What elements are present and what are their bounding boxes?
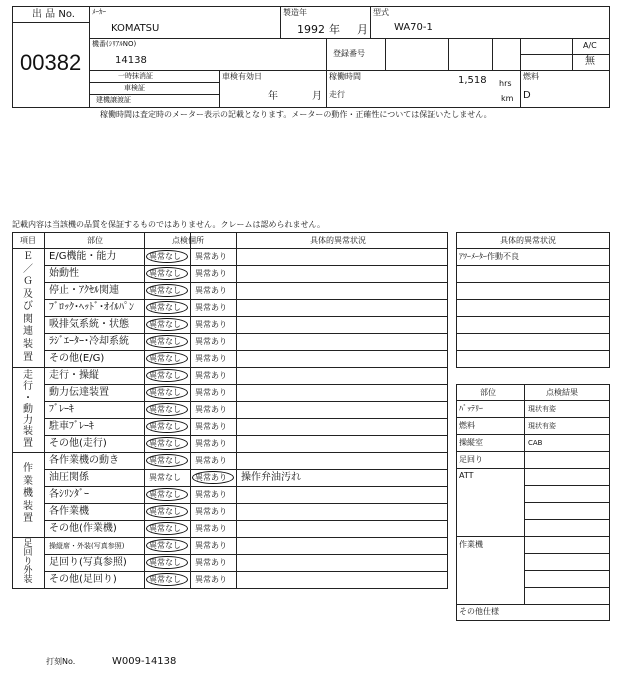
model: WA70-1 <box>394 22 433 33</box>
inspection-year-unit: 年 <box>268 91 278 102</box>
result-ng: 異常あり <box>195 456 227 465</box>
result-circle <box>146 505 188 518</box>
result-ok: 異常なし <box>149 490 181 499</box>
year-value: 1992 <box>297 23 325 36</box>
temp-permit-label: 一時抹消証 <box>118 72 153 80</box>
result-circle <box>146 420 188 433</box>
rb-result: 現状有姿 <box>528 422 556 430</box>
group-label-char: 動 <box>23 403 33 415</box>
result-ok: 異常なし <box>149 252 181 261</box>
group-label-char: 外 <box>23 566 33 576</box>
hours-label: 稼働時間 <box>329 72 361 81</box>
result-ng: 異常あり <box>195 422 227 431</box>
group-label <box>21 540 35 585</box>
inspection-part: その他(足回り) <box>49 574 117 585</box>
result-ok: 異常なし <box>149 524 181 533</box>
inspection-part: 動力伝達装置 <box>49 387 109 398</box>
result-ok: 異常なし <box>149 337 181 346</box>
result-ng: 異常あり <box>195 371 227 380</box>
inspection-part: 各作業機の動き <box>49 455 119 466</box>
inspection-part: 停止・ｱｸｾﾙ関連 <box>49 285 119 296</box>
inspection-part: 操縦席・外装(写真参照) <box>49 542 125 550</box>
result-ok: 異常なし <box>149 269 181 278</box>
result-ng: 異常あり <box>195 252 227 261</box>
rb-result: 現状有姿 <box>528 405 556 413</box>
group-label-char: 装 <box>23 426 33 438</box>
result-circle <box>146 335 188 348</box>
group-label <box>21 463 35 526</box>
year-label: 製造年 <box>283 8 307 17</box>
inspection-month-unit: 月 <box>312 91 322 102</box>
group-label-char: 機 <box>23 488 33 500</box>
other-spec-label: その他仕様 <box>459 607 499 616</box>
result-ok: 異常なし <box>149 303 181 312</box>
result-ok: 異常なし <box>149 371 181 380</box>
result-ok: 異常なし <box>149 422 181 431</box>
right-top-header: 具体的異常状況 <box>500 236 556 245</box>
result-circle <box>146 573 188 586</box>
result-circle <box>146 488 188 501</box>
result-circle <box>146 352 188 365</box>
inspection-part: ﾗｼﾞｴｰﾀｰ･冷却系統 <box>49 336 129 347</box>
right-top-item: ｱﾜｰﾒｰﾀｰ作動不良 <box>459 252 519 261</box>
result-ng: 異常あり <box>195 320 227 329</box>
inspection-part: 油圧関係 <box>49 472 89 483</box>
lot-no: 00382 <box>20 50 82 75</box>
rb-part: 操縦室 <box>459 438 483 447</box>
result-circle <box>146 284 188 297</box>
rb-part: 燃料 <box>459 421 475 430</box>
group-label-char: 置 <box>23 351 33 363</box>
inspection-part: 各ｼﾘﾝﾀﾞｰ <box>49 489 89 500</box>
inspection-part: ﾌﾞﾚｰｷ <box>49 404 74 415</box>
result-ok: 異常なし <box>149 456 181 465</box>
year-unit: 年 <box>329 23 340 36</box>
hours-value: 1,518 <box>458 75 487 86</box>
att-label: ATT <box>459 471 474 480</box>
ac-label: A/C <box>583 41 597 50</box>
serial: 14138 <box>115 55 147 66</box>
result-circle <box>146 318 188 331</box>
result-ok: 異常なし <box>149 388 181 397</box>
result-ng: 異常あり <box>195 269 227 278</box>
result-ok: 異常なし <box>149 507 181 516</box>
month-unit: 月 <box>357 23 368 36</box>
registration-label: 登録番号 <box>333 49 365 58</box>
group-label-char: 力 <box>23 415 33 427</box>
result-circle <box>146 267 188 280</box>
serial-label: 機番(ｼﾘｱﾙNO) <box>92 40 137 48</box>
col-header-part: 部位 <box>87 236 103 245</box>
result-circle <box>146 454 188 467</box>
inspection-part: その他(作業機) <box>49 523 117 534</box>
group-label-char: Ｇ <box>23 276 33 288</box>
vehicle-cert-label: 車検証 <box>124 84 145 92</box>
transfer-cert-label: 建機譲渡証 <box>96 96 131 104</box>
rb-result: CAB <box>528 439 543 447</box>
result-circle <box>146 522 188 535</box>
group-label-char: 置 <box>23 513 33 525</box>
result-circle <box>192 471 234 484</box>
result-ok: 異常なし <box>149 575 181 584</box>
inspection-part: E/G機能・能力 <box>49 251 117 262</box>
result-ok: 異常なし <box>149 473 181 482</box>
inspection-part: ﾌﾞﾛｯｸ･ﾍｯﾄﾞ･ｵｲﾙﾊﾟﾝ <box>49 302 134 313</box>
result-ng: 異常あり <box>195 541 227 550</box>
group-label-char: 足 <box>23 539 33 549</box>
group-label-char: び <box>23 301 33 313</box>
result-ok: 異常なし <box>149 320 181 329</box>
group-label-char: 装 <box>23 575 33 585</box>
result-ng: 異常あり <box>195 303 227 312</box>
result-ok: 異常なし <box>149 558 181 567</box>
inspection-part: 各作業機 <box>49 506 89 517</box>
group-label-char: 回 <box>23 548 33 558</box>
result-ok: 異常なし <box>149 286 181 295</box>
result-circle <box>146 556 188 569</box>
inspection-part: 始動性 <box>49 268 79 279</box>
result-ng: 異常あり <box>195 354 227 363</box>
result-circle <box>146 250 188 263</box>
result-ng: 異常あり <box>195 524 227 533</box>
hours-note: 稼働時間は査定時のメーター表示の記載となります。メーターの動作・正確性については保証いたしません。 <box>100 110 492 119</box>
result-ok: 異常なし <box>149 439 181 448</box>
group-label-char: Ｅ <box>23 251 33 262</box>
inspection-part: 駐車ﾌﾞﾚｰｷ <box>49 421 94 432</box>
group-label-char: り <box>23 557 33 567</box>
result-circle <box>146 437 188 450</box>
group-label-char: 関 <box>23 313 33 325</box>
rb-part: ﾊﾞｯﾃﾘｰ <box>459 404 483 413</box>
group-label <box>21 251 35 364</box>
km-label: 走行 <box>329 90 345 99</box>
result-ok: 異常なし <box>149 541 181 550</box>
group-label <box>21 370 35 449</box>
result-ng: 異常あり <box>195 439 227 448</box>
group-label-char: 業 <box>23 475 33 487</box>
inspection-part: その他(走行) <box>49 438 107 449</box>
stamp-label: 打刻No. <box>46 657 76 666</box>
result-ng: 異常あり <box>195 507 227 516</box>
group-label-char: 連 <box>23 326 33 338</box>
group-label-char: ・ <box>23 392 33 404</box>
rb-header-part: 部位 <box>480 388 496 397</box>
maker: KOMATSU <box>111 23 160 34</box>
group-label-char: 置 <box>23 437 33 449</box>
result-ng: 異常あり <box>195 490 227 499</box>
result-circle <box>146 386 188 399</box>
group-label-char: 走 <box>23 370 33 381</box>
group-label-char: 行 <box>23 381 33 393</box>
fuel-value: D <box>523 90 531 101</box>
col-header-item: 項目 <box>20 236 36 245</box>
group-label-char: 作 <box>23 463 33 474</box>
group-label-char: 装 <box>23 500 33 512</box>
detail-text: 操作弁油汚れ <box>241 472 301 483</box>
result-ng: 異常あり <box>195 388 227 397</box>
result-ng: 異常あり <box>195 405 227 414</box>
ac-value: 無 <box>585 56 595 67</box>
inspection-part: 吸排気系統・状態 <box>49 319 129 330</box>
hours-unit: hrs <box>499 79 512 88</box>
inspection-part: 足回り(写真参照) <box>49 557 127 568</box>
km-unit: km <box>501 94 514 103</box>
stamp-value: W009-14138 <box>112 656 177 667</box>
model-label: 型式 <box>373 8 389 17</box>
inspection-part: その他(E/G) <box>49 353 105 364</box>
group-label-char: 及 <box>23 288 33 300</box>
rb-part: 足回り <box>459 455 483 464</box>
col-header-detail: 具体的異常状況 <box>310 236 366 245</box>
result-ng: 異常あり <box>195 337 227 346</box>
result-ok: 異常なし <box>149 405 181 414</box>
result-circle <box>146 403 188 416</box>
inspection-part: 走行・操縦 <box>49 370 99 381</box>
result-ok: 異常なし <box>149 354 181 363</box>
group-label-char: 装 <box>23 338 33 350</box>
result-circle <box>146 539 188 552</box>
result-circle <box>146 369 188 382</box>
group-label-char: ／ <box>23 263 33 275</box>
maker-label: ﾒｰｶｰ <box>92 8 106 16</box>
lot-no-label: 出 品 No. <box>32 9 75 20</box>
result-ng: 異常あり <box>195 286 227 295</box>
disclaimer: 記載内容は当該機の品質を保証するものではありません。クレームは認められません。 <box>12 220 325 229</box>
fuel-label: 燃料 <box>523 72 539 81</box>
result-circle <box>146 301 188 314</box>
col-header-check: 点検個所 <box>172 236 204 245</box>
rb-header-result: 点検結果 <box>546 388 578 397</box>
result-ng: 異常あり <box>195 558 227 567</box>
inspection-valid-label: 車検有効日 <box>222 72 262 81</box>
result-ng: 異常あり <box>195 575 227 584</box>
result-ng: 異常あり <box>195 473 227 482</box>
work-label: 作業機 <box>459 540 483 549</box>
